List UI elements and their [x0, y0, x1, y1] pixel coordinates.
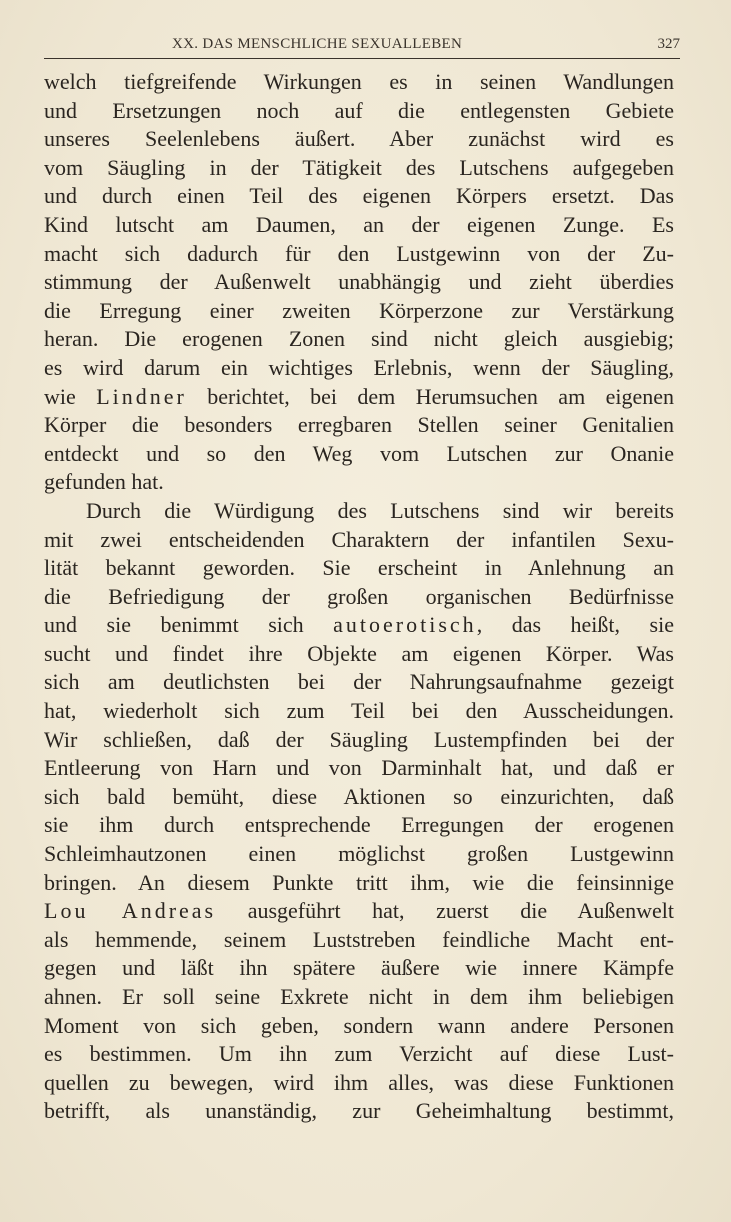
- running-head: [44, 34, 680, 59]
- text-line: sich am deutlichsten bei der Nahrungsaufnahme gezeigt: [44, 669, 674, 695]
- text-line: gefunden hat.: [44, 469, 164, 495]
- text-run: berichtet, bei dem Herumsuchen am eigenen: [186, 383, 674, 409]
- text-line: hat, wiederholt sich zum Teil bei den Ausscheidungen.: [44, 698, 674, 724]
- author-name-lindner: Lindner: [96, 383, 187, 409]
- text-line: welch tiefgreifende Wirkungen es in seinen Wandlungen: [44, 69, 674, 94]
- text-line: [44, 611, 674, 640]
- text-line: bringen. An diesem Punkte tritt ihm, wie die feinsinnige: [44, 869, 674, 895]
- text-line: vom Säugling in der Tätigkeit des Lutschens aufgegeben: [44, 154, 674, 180]
- text-line: [44, 897, 674, 926]
- text-line: unseres Seelenlebens äußert. Aber zunächst wird es: [44, 126, 674, 152]
- text-line: gegen und läßt ihn spätere äußere wie innere Kämpfe: [44, 955, 674, 981]
- text-line: betrifft, als unanständig, zur Geheimhaltung bestimmt,: [44, 1098, 674, 1124]
- text-line: sucht und findet ihre Objekte am eigenen Körper. Was: [44, 640, 674, 666]
- text-line: macht sich dadurch für den Lustgewinn von der Zu-: [44, 240, 674, 266]
- text-line: [44, 383, 674, 412]
- text-line: Moment von sich geben, sondern wann andere Personen: [44, 1012, 674, 1038]
- text-line: ahnen. Er soll seine Exkrete nicht in dem ihm beliebigen: [44, 984, 674, 1009]
- text-line: sich bald bemüht, diese Aktionen so einzurichten, daß: [44, 783, 674, 809]
- text-line: Körper die besonders erregbaren Stellen seiner Genitalien: [44, 412, 674, 438]
- chapter-title: XX. DAS MENSCHLICHE SEXUALLEBEN: [172, 36, 463, 52]
- text-line: Kind lutscht am Daumen, an der eigenen Zunge. Es: [44, 211, 674, 237]
- text-line: es bestimmen. Um ihn zum Verzicht auf diese Lust-: [44, 1041, 674, 1067]
- text-line: stimmung der Außenwelt unabhängig und zieht überdies: [44, 269, 674, 295]
- text-run: und sie benimmt sich: [44, 612, 334, 638]
- body-text: [44, 68, 674, 1126]
- text-line: Durch die Würdigung des Lutschens sind wir bereits: [86, 497, 674, 523]
- text-run: wie: [44, 383, 97, 409]
- text-line: es wird darum ein wichtiges Erlebnis, wenn der Säugling,: [44, 354, 674, 380]
- text-line: und Ersetzungen noch auf die entlegensten Gebiete: [44, 97, 674, 123]
- text-line: Wir schließen, daß der Säugling Lustempfinden bei der: [44, 726, 674, 752]
- term-autoerotisch: autoerotisch: [333, 612, 477, 638]
- text-line: die Erregung einer zweiten Körperzone zur Verstärkung: [44, 297, 674, 323]
- text-line: mit zwei entscheidenden Charaktern der infantilen Sexu-: [44, 526, 674, 552]
- text-line: die Befriedigung der großen organischen Bedürfnisse: [44, 583, 674, 609]
- text-line: Schleimhautzonen einen möglichst großen Lustgewinn: [44, 841, 674, 867]
- text-line: Entleerung von Harn und von Darminhalt hat, und daß er: [44, 755, 674, 781]
- text-line: sie ihm durch entsprechende Erregungen der erogenen: [44, 812, 674, 838]
- text-line: lität bekannt geworden. Sie erscheint in Anlehnung an: [44, 555, 674, 581]
- text-line: quellen zu bewegen, wird ihm alles, was diese Funktionen: [44, 1069, 674, 1095]
- text-run: ausgeführt hat, zuerst die Außenwelt: [216, 898, 674, 924]
- page-number: 327: [657, 36, 680, 52]
- text-line: als hemmende, seinem Luststreben feindliche Macht ent-: [44, 926, 674, 952]
- text-run: , das heißt, sie: [476, 612, 674, 638]
- text-line: heran. Die erogenen Zonen sind nicht gleich ausgiebig;: [44, 326, 674, 352]
- author-name-lou-andreas: Lou Andreas: [44, 898, 217, 924]
- text-line: und durch einen Teil des eigenen Körpers ersetzt. Das: [44, 183, 674, 209]
- text-line: entdeckt und so den Weg vom Lutschen zur Onanie: [44, 440, 674, 466]
